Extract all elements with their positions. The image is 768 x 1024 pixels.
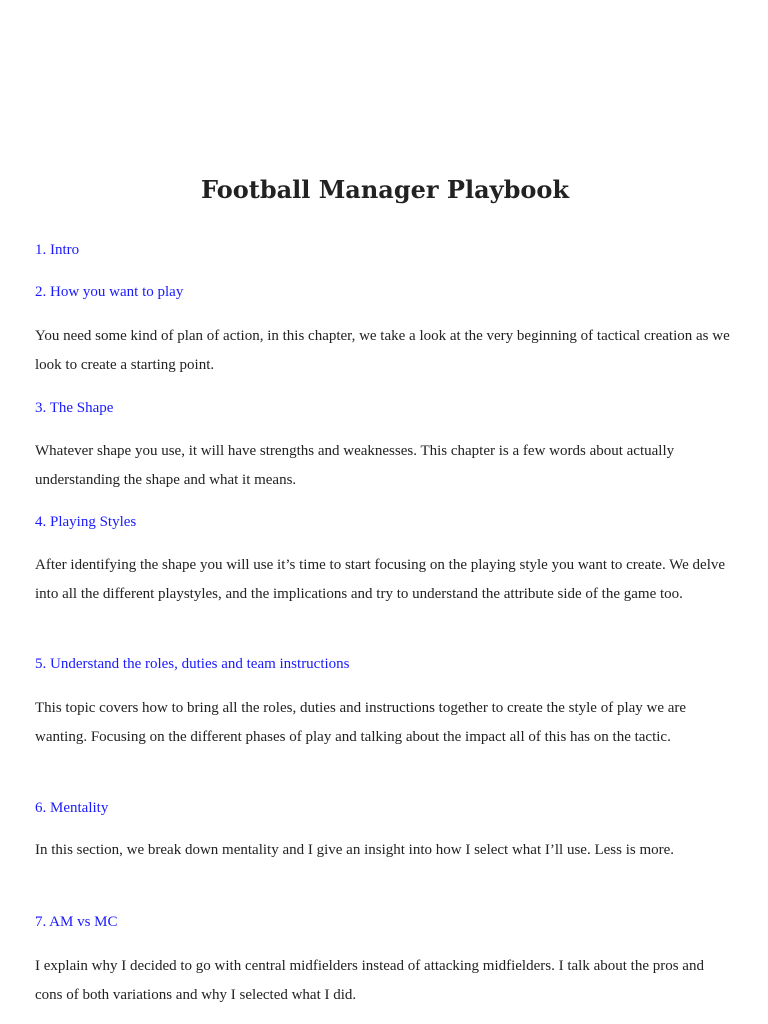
toc-link-roles-duties-instructions[interactable]: 5. Understand the roles, duties and team instructions [35,656,350,672]
toc-link-am-vs-mc[interactable]: 7. AM vs MC [35,914,118,930]
toc-link-intro[interactable]: 1. Intro [35,242,80,258]
section-description-roles-duties-instructions: This topic covers how to bring all the roles, duties and instructions together to create the style of play we are wanting. Focusing on the different phases of play and talking about the impact all of this has on the tactic. [35,700,687,745]
section-description-am-vs-mc: I explain why I decided to go with central midfielders instead of attacking midfielders. I talk about the pros and cons of both variations and why I selected what I did. [35,958,704,1003]
toc-link-mentality[interactable]: 6. Mentality [35,800,109,816]
page-title: Football Manager Playbook [200,175,569,204]
section-description-mentality: In this section, we break down mentality and I give an insight into how I select what I’ll use. Less is more. [35,842,675,858]
toc-link-the-shape[interactable]: 3. The Shape [35,400,114,416]
section-description-the-shape: Whatever shape you use, it will have strengths and weaknesses. This chapter is a few words about actually understanding the shape and what it means. [35,443,675,488]
toc-link-how-you-want-to-play[interactable]: 2. How you want to play [35,284,184,300]
section-description-playing-styles: After identifying the shape you will use it’s time to start focusing on the playing style you want to create. We delve into all the different playstyles, and the implications and try to understand the attribute side of the game too. [35,557,726,602]
toc-link-playing-styles[interactable]: 4. Playing Styles [35,514,137,530]
section-description-how-you-want-to-play: You need some kind of plan of action, in this chapter, we take a look at the very beginning of tactical creation as we look to create a starting point. [35,328,730,373]
